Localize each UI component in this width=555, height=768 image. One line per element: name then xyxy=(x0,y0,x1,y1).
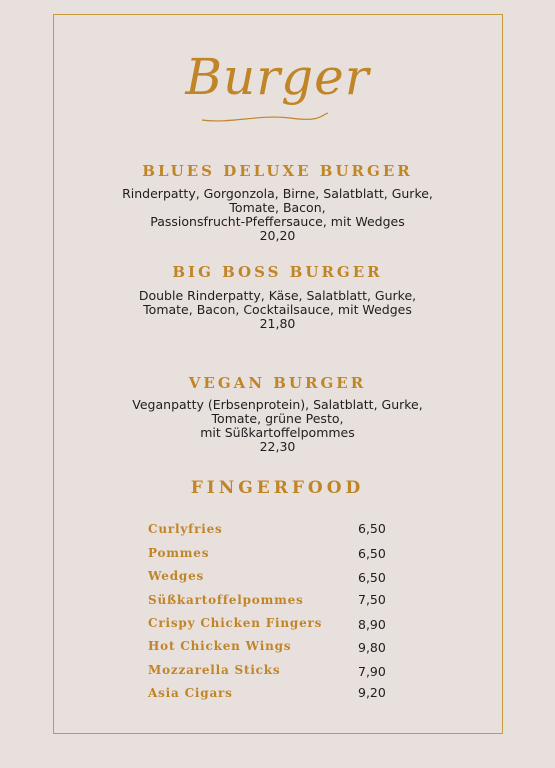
page-title: Burger xyxy=(185,48,370,106)
title-flourish xyxy=(200,110,330,124)
fingerfood-item-price: 9,80 xyxy=(358,640,386,655)
fingerfood-item-price: 8,90 xyxy=(358,617,386,632)
desc-line: Tomate, Bacon, xyxy=(229,200,326,215)
fingerfood-item-name: Asia Cigars xyxy=(148,686,233,700)
desc-line: Veganpatty (Erbsenprotein), Salatblatt, Gurke, xyxy=(132,397,423,412)
burger-name: BIG BOSS BURGER xyxy=(172,263,383,281)
fingerfood-item-name: Süßkartoffelpommes xyxy=(148,593,304,607)
burger-price: 22,30 xyxy=(259,439,296,454)
fingerfood-item-price: 7,50 xyxy=(358,592,386,607)
fingerfood-item-name: Wedges xyxy=(148,569,205,583)
fingerfood-item-name: Pommes xyxy=(148,546,210,560)
fingerfood-item-price: 9,20 xyxy=(358,685,386,700)
fingerfood-item-price: 6,50 xyxy=(358,546,386,561)
burger-description xyxy=(0,398,555,454)
desc-line: Tomate, Bacon, Cocktailsauce, mit Wedges xyxy=(143,302,412,317)
burger-description xyxy=(0,289,555,331)
desc-line: Double Rinderpatty, Käse, Salatblatt, Gurke, xyxy=(138,288,417,303)
burger-name: BLUES DELUXE BURGER xyxy=(142,162,413,180)
burger-name: VEGAN BURGER xyxy=(188,374,367,392)
burger-price: 20,20 xyxy=(259,228,296,243)
fingerfood-item-price: 7,90 xyxy=(358,664,386,679)
fingerfood-item-name: Crispy Chicken Fingers xyxy=(148,616,323,630)
fingerfood-item-price: 6,50 xyxy=(358,570,386,585)
desc-line: mit Süßkartoffelpommes xyxy=(200,425,355,440)
burger-description xyxy=(0,187,555,243)
desc-line: Rinderpatty, Gorgonzola, Birne, Salatblatt, Gurke, xyxy=(122,186,433,201)
section-title-fingerfood: FINGERFOOD xyxy=(190,478,365,498)
fingerfood-item-name: Hot Chicken Wings xyxy=(148,639,292,653)
fingerfood-item-price: 6,50 xyxy=(358,521,386,536)
fingerfood-item-name: Curlyfries xyxy=(148,522,223,536)
burger-price: 21,80 xyxy=(259,316,296,331)
desc-line: Passionsfrucht-Pfeffersauce, mit Wedges xyxy=(150,214,405,229)
fingerfood-item-name: Mozzarella Sticks xyxy=(148,663,281,677)
desc-line: Tomate, grüne Pesto, xyxy=(211,411,344,426)
